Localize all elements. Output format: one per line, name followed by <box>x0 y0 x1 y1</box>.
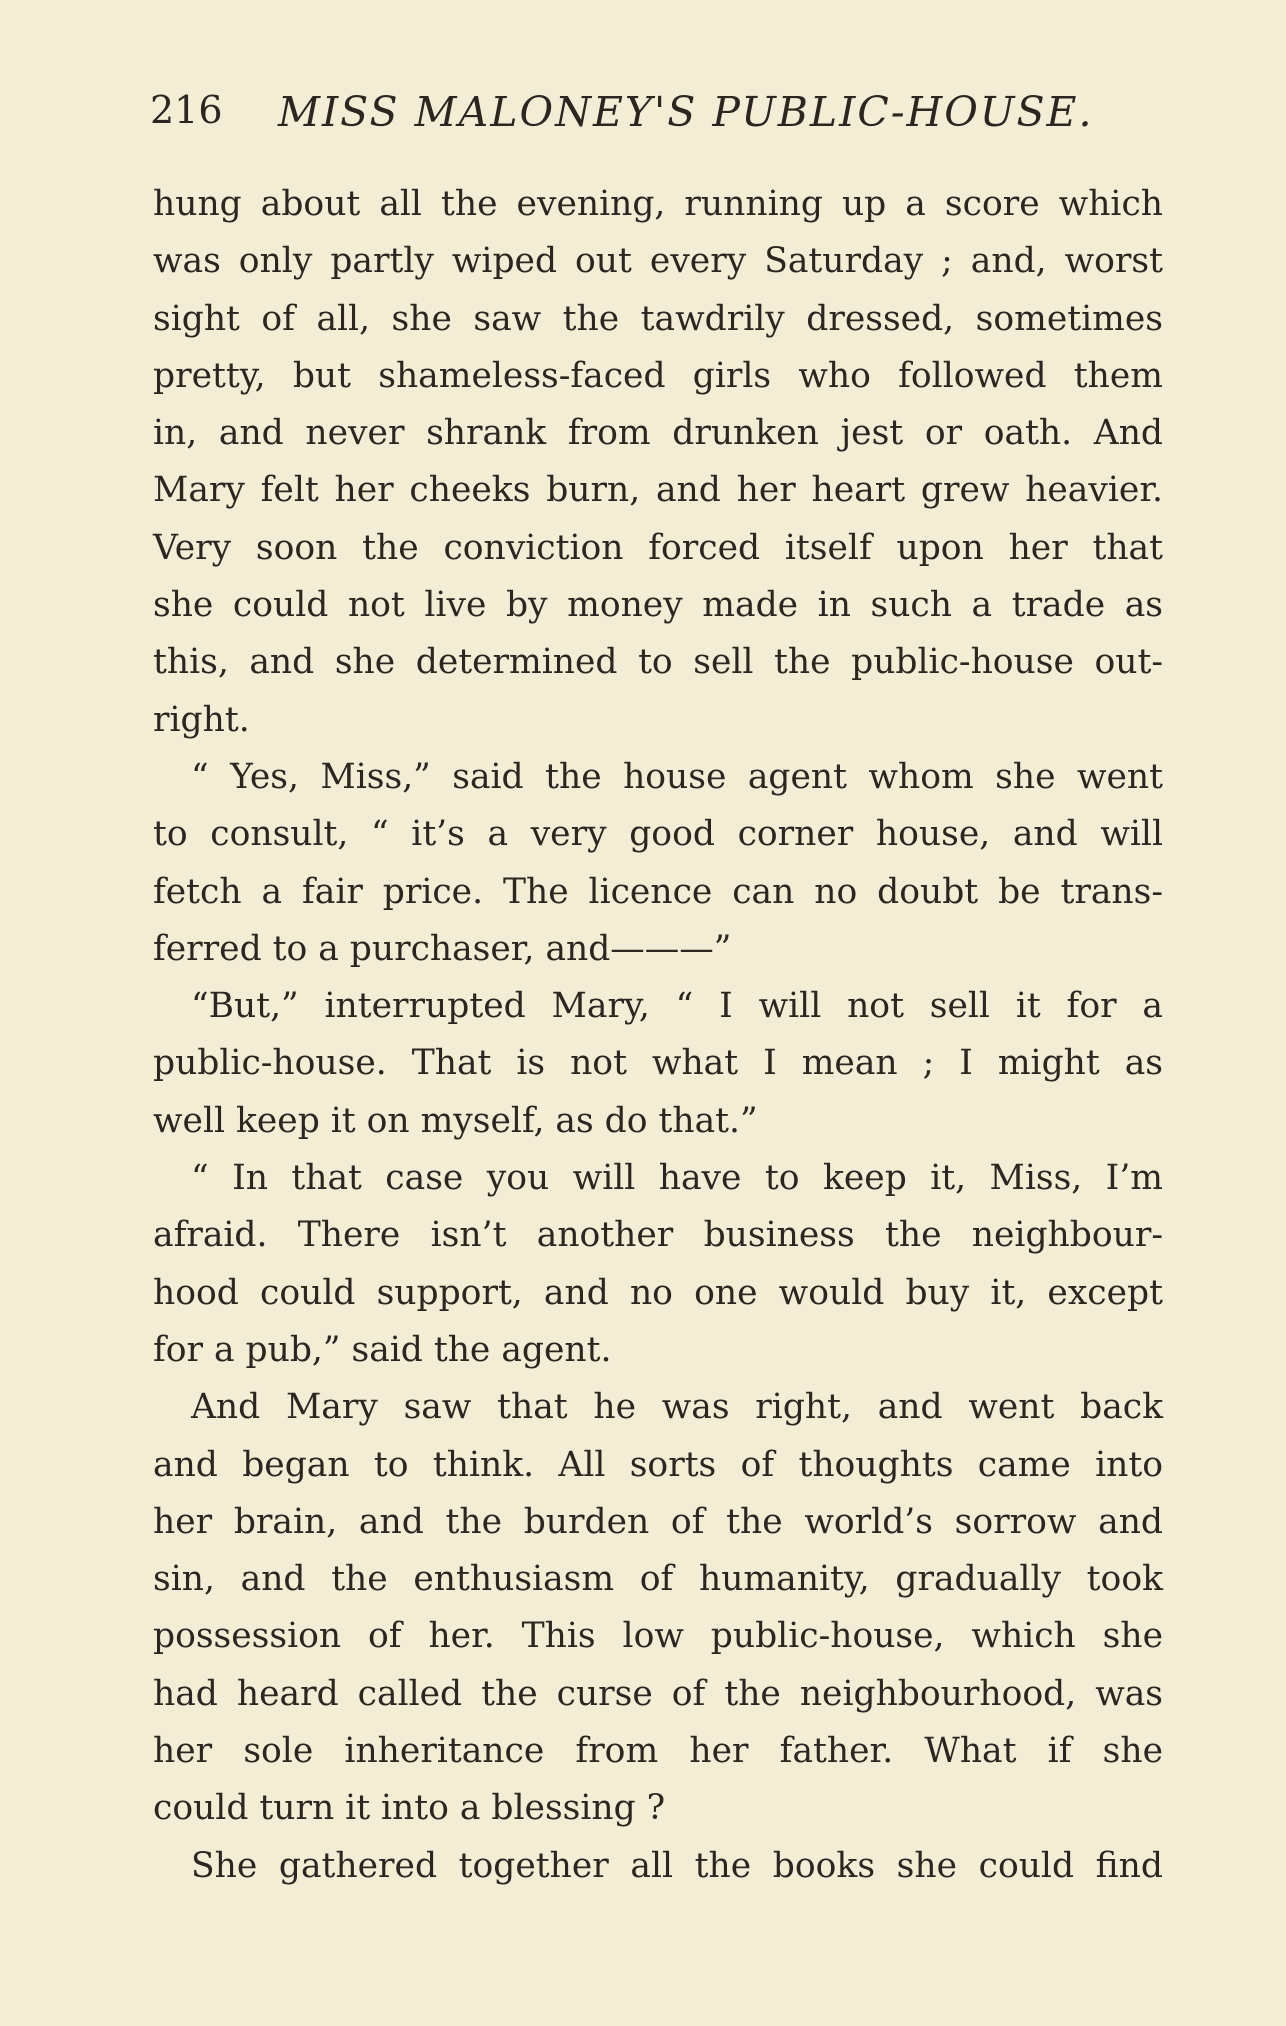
text-line: fetch a fair price. The licence can no doubt be trans- <box>153 871 1163 912</box>
text-line: “ Yes, Miss,” said the house agent whom she went <box>191 756 1163 797</box>
text-line: “ In that case you will have to keep it, Miss, I’m <box>191 1158 1163 1199</box>
text-line: had heard called the curse of the neighbourhood, was <box>153 1673 1163 1714</box>
text-line: Very soon the conviction forced itself upon her that <box>153 527 1163 568</box>
text-line: for a pub,” said the agent. <box>153 1329 612 1370</box>
text-line: her sole inheritance from her father. What if she <box>153 1731 1163 1772</box>
text-line: she could not live by money made in such a trade as <box>153 585 1163 626</box>
text-line: And Mary saw that he was right, and went back <box>191 1387 1163 1428</box>
text-line: possession of her. This low public-house, which she <box>153 1616 1163 1657</box>
text-line: could turn it into a blessing ? <box>153 1788 666 1829</box>
text-line: well keep it on myself, as do that.” <box>153 1100 758 1141</box>
text-line: this, and she determined to sell the public-house out- <box>153 642 1163 683</box>
text-line: right. <box>153 699 250 740</box>
text-line: sin, and the enthusiasm of humanity, gradually took <box>153 1559 1163 1600</box>
running-title: MISS MALONEY'S PUBLIC-HOUSE. <box>278 88 1094 136</box>
text-line: public-house. That is not what I mean ; I might as <box>153 1043 1163 1084</box>
text-line: afraid. There isn’t another business the neighbour- <box>153 1215 1163 1256</box>
text-line: Mary felt her cheeks burn, and her heart grew heavier. <box>153 470 1163 511</box>
text-line: in, and never shrank from drunken jest or oath. And <box>153 413 1163 454</box>
text-line: ferred to a purchaser, and———” <box>153 928 732 969</box>
text-line: sight of all, she saw the tawdrily dressed, sometimes <box>153 298 1163 339</box>
page-number: 216 <box>150 88 223 132</box>
text-line: “But,” interrupted Mary, “ I will not sell it for a <box>191 986 1163 1027</box>
text-line: and began to think. All sorts of thoughts came into <box>153 1444 1163 1485</box>
text-line: pretty, but shameless-faced girls who followed them <box>153 355 1163 396</box>
text-line: She gathered together all the books she could find <box>191 1845 1163 1886</box>
text-line: to consult, “ it’s a very good corner house, and will <box>153 814 1163 855</box>
text-line: her brain, and the burden of the world’s sorrow and <box>153 1501 1163 1542</box>
page-header <box>150 88 1160 148</box>
text-line: was only partly wiped out every Saturday ; and, worst <box>153 241 1163 282</box>
text-line: hung about all the evening, running up a score which <box>153 184 1163 224</box>
body-text <box>153 176 1163 1895</box>
text-line: hood could support, and no one would buy it, except <box>153 1272 1163 1313</box>
